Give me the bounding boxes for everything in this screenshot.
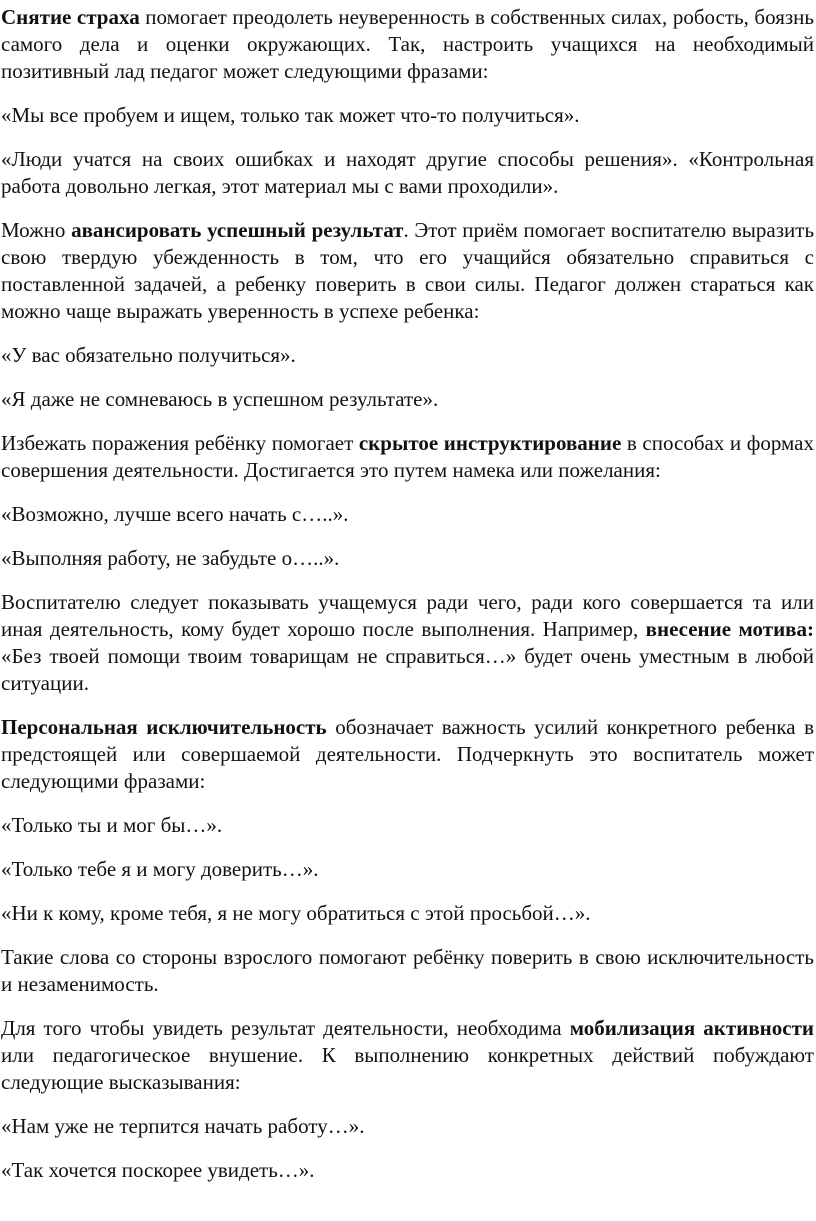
text-run: «Мы все пробуем и ищем, только так может что-то получиться». [1,103,580,127]
paragraph [1,900,814,927]
text-run: обозначает важность усилий конкретного ребенка в предстоящей или совершаемой деятельности. Подчеркнуть это воспитатель может следующими фразами: [1,715,814,793]
paragraph [1,342,814,369]
bold-term: скрытое инструктирование [358,431,622,455]
text-run: «Так хочется поскорее увидеть…». [1,1158,315,1182]
paragraph [1,589,814,697]
paragraph [1,430,814,484]
document-body [1,4,814,1184]
paragraph [1,944,814,998]
text-run: «Только ты и мог бы…». [1,813,223,837]
paragraph [1,1157,814,1184]
text-run: «У вас обязательно получиться». [1,343,296,367]
paragraph [1,146,814,200]
paragraph [1,102,814,129]
text-run: «Ни к кому, кроме тебя, я не могу обратиться с этой просьбой…». [1,901,591,925]
bold-term: Персональная исключительность [1,715,327,739]
paragraph [1,386,814,413]
paragraph [1,812,814,839]
text-run: Можно [1,218,72,242]
text-run: «Только тебе я и могу доверить…». [1,857,319,881]
text-run: «Возможно, лучше всего начать с…..». [1,502,349,526]
paragraph [1,545,814,572]
paragraph [1,501,814,528]
text-run: «Я даже не сомневаюсь в успешном результате». [1,387,439,411]
text-run: помогает преодолеть неуверенность в собственных силах, робость, боязнь самого дела и оценки окружающих. Так, настроить учащихся на необходимый позитивный лад педагог может следующими фразами: [1,5,814,83]
bold-term: мобилизация активности [569,1016,814,1040]
text-run: Избежать поражения ребёнку помогает [1,431,359,455]
text-run: в способах и формах совершения деятельности. Достигается это путем намека или пожелания: [1,431,814,482]
text-run: «Нам уже не терпится начать работу…». [1,1114,365,1138]
bold-term: авансировать успешный результат [71,218,404,242]
bold-term: Снятие страха [1,5,140,29]
paragraph [1,1113,814,1140]
text-run: «Выполняя работу, не забудьте о…..». [1,546,340,570]
paragraph [1,1015,814,1096]
text-run: или педагогическое внушение. К выполнению конкретных действий побуждают следующие высказывания: [1,1043,814,1094]
text-run: Для того чтобы увидеть результат деятельности, необходима [1,1016,570,1040]
paragraph [1,4,814,85]
bold-term: внесение мотива: [645,617,814,641]
paragraph [1,714,814,795]
paragraph [1,856,814,883]
text-run: . Этот приём помогает воспитателю выразить свою твердую убежденность в том, что его учащийся обязательно справиться с поставленной задачей, а ребенку поверить в свои силы. Педагог должен стараться как можно чаще выражать уверенность в успехе ребенка: [1,218,815,323]
text-run: «Без твоей помощи твоим товарищам не справиться…» будет очень уместным в любой ситуации. [1,644,814,695]
text-run: «Люди учатся на своих ошибках и находят другие способы решения». «Контрольная работа довольно легкая, этот материал мы с вами проходили». [1,147,814,198]
text-run: Такие слова со стороны взрослого помогают ребёнку поверить в свою исключительность и незаменимость. [1,945,814,996]
text-run: Воспитателю следует показывать учащемуся ради чего, ради кого совершается та или иная деятельность, кому будет хорошо после выполнения. Например, [1,590,814,641]
paragraph [1,217,814,325]
